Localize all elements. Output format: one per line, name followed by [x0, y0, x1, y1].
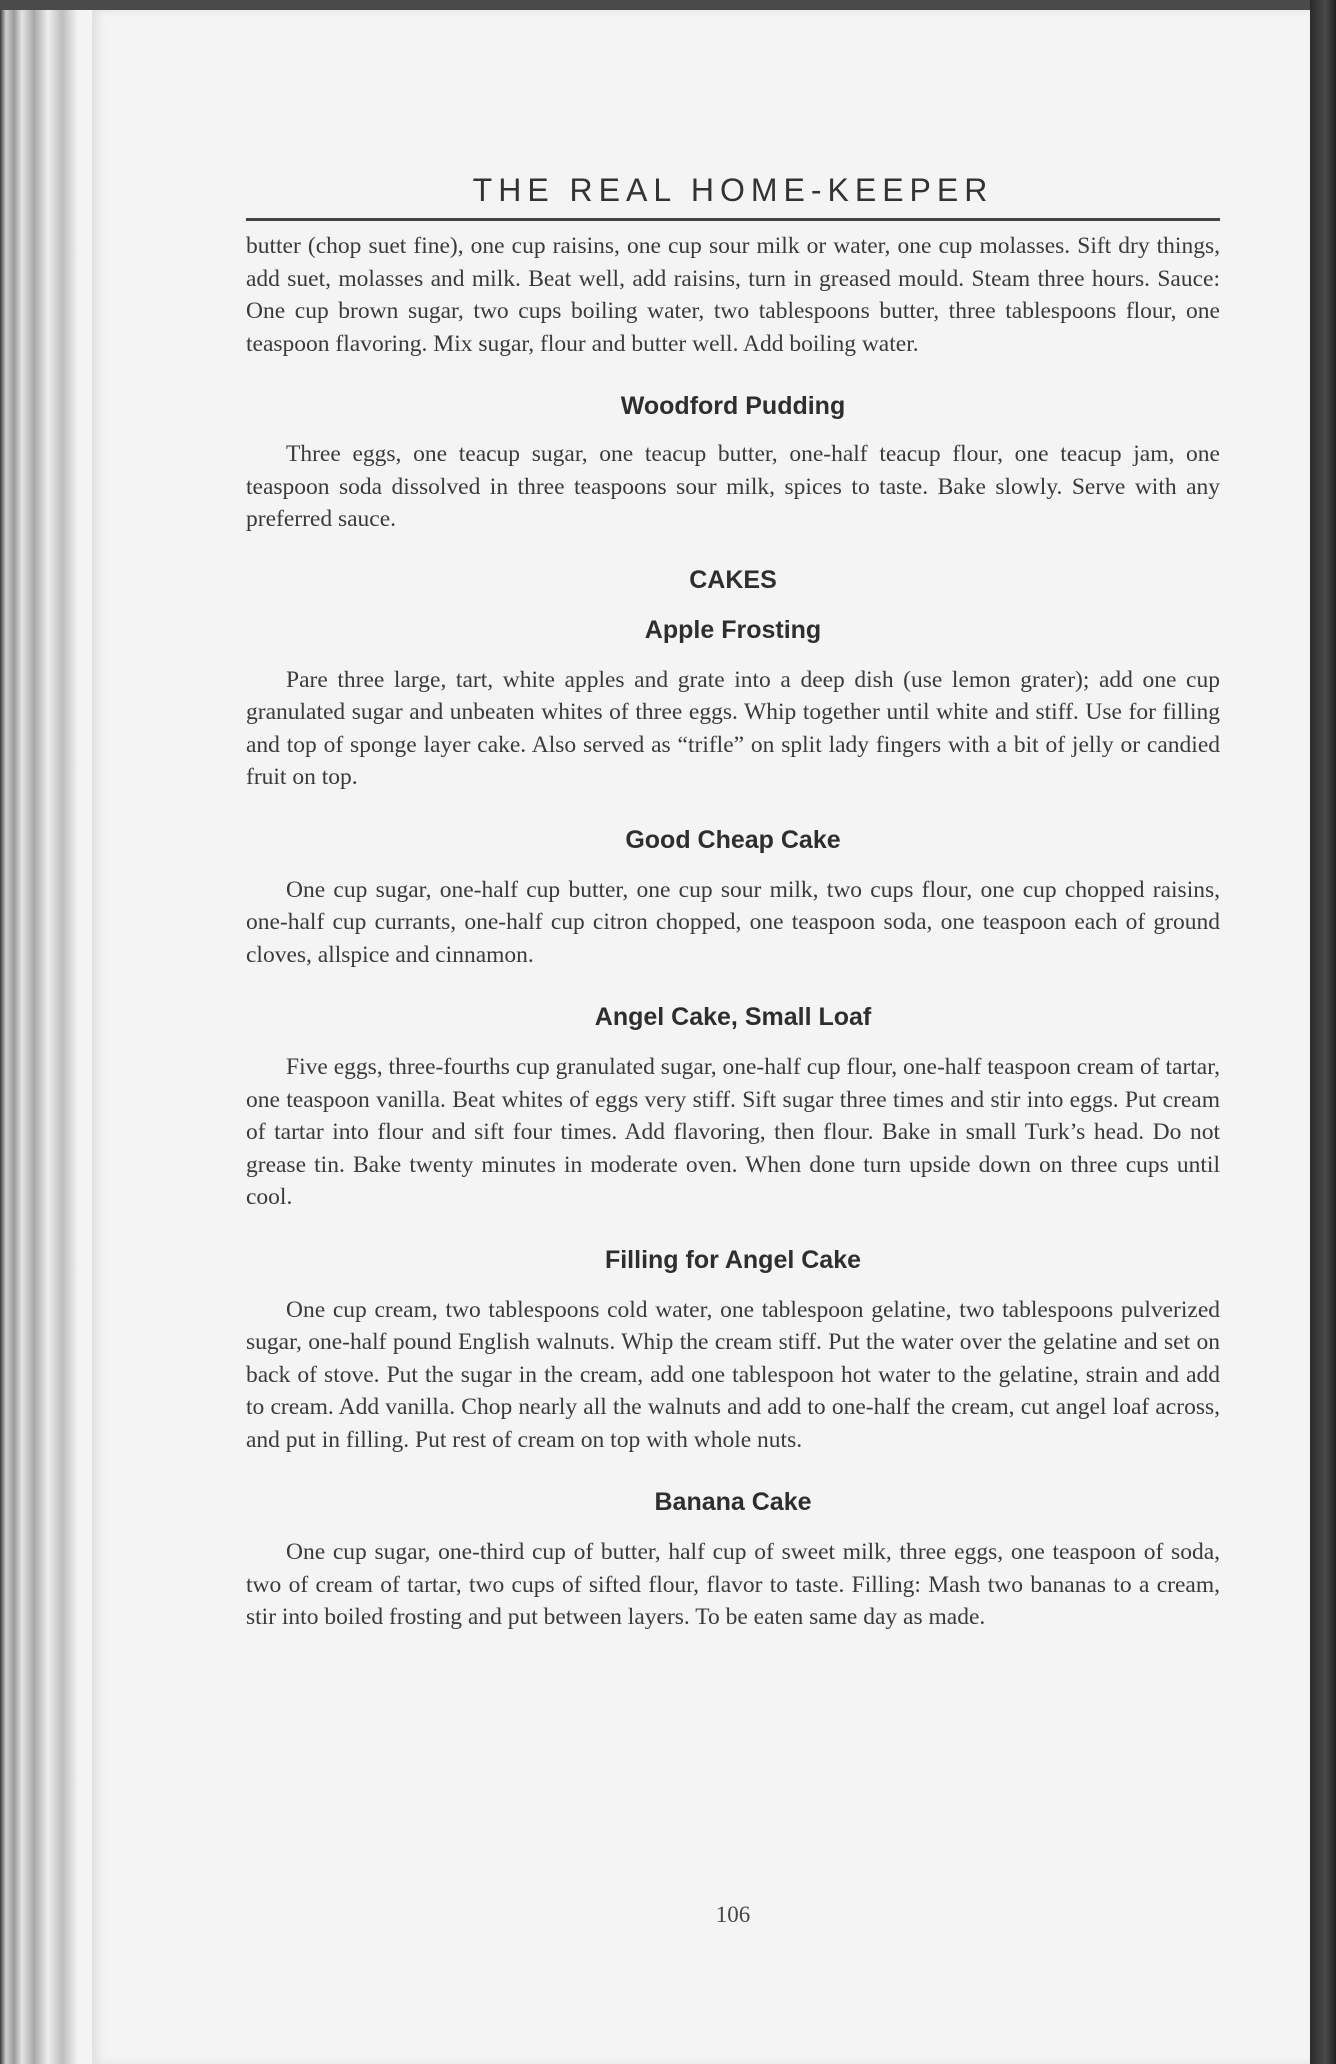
recipe-title-angel-cake: Angel Cake, Small Loaf: [594, 1003, 872, 1031]
running-header: THE REAL HOME-KEEPER: [472, 172, 994, 208]
recipe-title-filling-angel-cake: Filling for Angel Cake: [604, 1245, 862, 1274]
recipe-text-angel-cake: Five eggs, three-fourths cup granulated sugar, one-half cup flour, one-half teaspoon cream of tartar, one teaspoon vanilla. Beat whites of eggs very stiff. Sift sugar three times and stir into eggs. Put cream of tartar into flour and sift four times. Add flavoring, then flour. Bake in small Turk’s head. Do not grease tin. Bake twenty minutes in moderate oven. When done turn upside down on three cups until cool.: [246, 1054, 1220, 1210]
recipe-text-filling-angel-cake: One cup cream, two tablespoons cold water, one tablespoon gelatine, two tablespoons pulverized sugar, one-half pound English walnuts. Whip the cream stiff. Put the water over the gelatine and set on back of stove. Put the sugar in the cream, add one tablespoon hot water to the gelatine, strain and add to cream. Add vanilla. Chop nearly all the walnuts and add to one-half the cream, cut angel loaf across, and put in filling. Put rest of cream on top with whole nuts.: [246, 1296, 1220, 1453]
recipe-title-banana-cake: Banana Cake: [654, 1488, 812, 1516]
recipe-text-banana-cake: One cup sugar, one-third cup of butter, half cup of sweet milk, three eggs, one teaspoon of soda, two of cream of tartar, two cups of sifted flour, flavor to taste. Filling: Mash two bananas to a cream, stir into boiled frosting and put between layers. To be eaten same day as made.: [246, 1539, 1220, 1630]
header-rule: [246, 218, 1220, 221]
recipe-text-apple-frosting: Pare three large, tart, white apples and grate into a deep dish (use lemon grater); add one cup granulated sugar and unbeaten whites of three eggs. Whip together until white and stiff. Use for filling and top of sponge layer cake. Also served as “trifle” on split lady fingers with a bit of jelly or candied fruit on top.: [246, 666, 1220, 790]
page-content: [246, 230, 1220, 1634]
recipe-title-apple-frosting: Apple Frosting: [644, 615, 822, 644]
continued-paragraph: butter (chop suet fine), one cup raisins, one cup sour milk or water, one cup molasses. Sift dry things, add suet, molasses and milk. Beat well, add raisins, turn in greased mould. Steam three hours. Sauce: One cup brown sugar, two cups boiling water, two tablespoons butter, three tablespoons flour, one teaspoon flavoring. Mix sugar, flour and butter well. Add boiling water.: [246, 233, 1220, 357]
scan-top-edge: [0, 0, 1336, 10]
recipe-text-good-cheap-cake: One cup sugar, one-half cup butter, one cup sour milk, two cups flour, one cup chopped raisins, one-half cup currants, one-half cup citron chopped, one teaspoon soda, one teaspoon each of ground cloves, allspice and cinnamon.: [246, 876, 1220, 968]
scan-right-edge: [1310, 0, 1336, 2064]
section-heading-cakes: CAKES: [689, 565, 777, 594]
recipe-text-woodford-pudding: Three eggs, one teacup sugar, one teacup butter, one-half teacup flour, one teacup jam, one teaspoon soda dissolved in three teaspoons sour milk, spices to taste. Bake slowly. Serve with any preferred sauce.: [246, 441, 1220, 532]
recipe-title-good-cheap-cake: Good Cheap Cake: [625, 825, 841, 854]
page-number: 106: [715, 1902, 751, 1927]
recipe-title-woodford-pudding: Woodford Pudding: [620, 392, 846, 420]
